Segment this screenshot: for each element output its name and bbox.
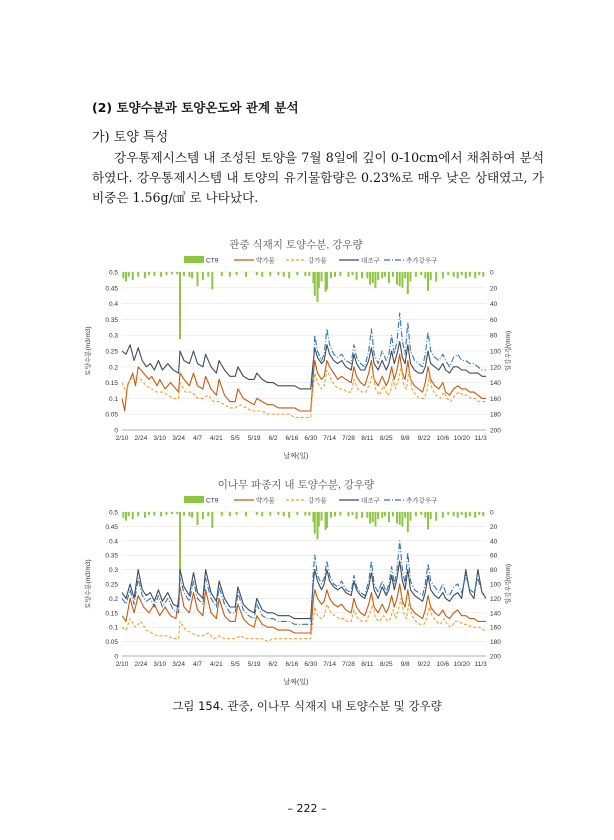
x-tick-label: 7/14 <box>323 661 336 668</box>
rain-bar <box>183 512 185 516</box>
rain-bar <box>453 512 455 516</box>
rain-bar <box>388 512 390 522</box>
rain-bar <box>465 272 467 278</box>
y-tick-label: 0.5 <box>108 509 118 517</box>
x-tick-label: 2/10 <box>115 661 129 668</box>
rain-bar <box>165 512 167 515</box>
rain-bar <box>392 272 394 277</box>
rain-bar <box>256 272 258 275</box>
rain-bar <box>407 272 409 294</box>
y2-tick-label: 80 <box>490 567 498 575</box>
y2-tick-label: 20 <box>490 285 498 293</box>
y2-tick-label: 40 <box>490 538 498 546</box>
rain-bar <box>245 512 247 516</box>
y2-tick-label: 140 <box>490 380 501 388</box>
rain-bar <box>469 272 471 277</box>
rain-bar <box>176 512 178 514</box>
rain-bar <box>430 272 432 280</box>
rain-bar <box>369 272 371 285</box>
rain-bar <box>401 512 403 526</box>
rain-bar <box>236 272 238 275</box>
chart-title: 이나무 파종지 내 토양수분, 강우량 <box>217 479 375 491</box>
y-tick-label: 0.5 <box>108 269 118 277</box>
rain-bar <box>308 512 310 516</box>
legend-label-1: 약가뭄 <box>256 497 275 505</box>
rain-bar <box>321 512 323 521</box>
x-tick-label: 3/24 <box>172 435 185 442</box>
y2-tick-label: 180 <box>490 411 501 419</box>
x-tick-label: 8/11 <box>361 661 374 668</box>
rain-bar <box>457 272 459 278</box>
rain-bar <box>424 512 426 518</box>
x-tick-label: 8/25 <box>379 435 393 442</box>
rain-bar <box>401 272 403 288</box>
y-tick-label: 0.3 <box>108 567 118 575</box>
rain-bar <box>352 512 354 515</box>
rain-bar <box>137 512 139 516</box>
y2-axis-title: 일강우량(mm) <box>505 563 512 605</box>
x-tick-label: 7/28 <box>342 435 355 442</box>
rain-bar <box>236 512 238 515</box>
rain-bar <box>269 512 271 516</box>
rain-bar <box>396 512 398 524</box>
rain-bar <box>339 272 341 276</box>
x-tick-label: 7/14 <box>323 435 336 442</box>
rain-bar <box>334 512 336 516</box>
body-paragraph: 강우통제시스템 내 조성된 토양을 7월 8일에 깊이 0-10cm에서 채취하여 분석하였다. 강우통제시스템 내 토양의 유기물함량은 0.23%로 매우 낮은 상태였고, 가비중은 1.56g/㎤ 로 나타났다. <box>92 150 544 205</box>
x-tick-label: 2/24 <box>134 435 148 442</box>
y2-tick-label: 20 <box>490 523 498 531</box>
rain-bar <box>447 512 449 515</box>
y2-tick-label: 0 <box>490 509 494 517</box>
x-tick-label: 6/2 <box>268 661 278 668</box>
x-tick-label: 7/28 <box>342 661 355 668</box>
y-tick-label: 0.1 <box>108 395 118 403</box>
rain-bar <box>361 512 363 518</box>
rain-bar <box>415 272 417 277</box>
y2-tick-label: 140 <box>490 610 501 618</box>
rain-bar <box>396 272 398 285</box>
x-tick-label: 3/10 <box>153 661 167 668</box>
x-tick-label: 9/22 <box>417 661 431 668</box>
x-tick-label: 2/24 <box>134 661 148 668</box>
rain-bar <box>377 272 379 280</box>
rain-bar <box>407 512 409 532</box>
x-tick-label: 5/5 <box>230 661 240 668</box>
rain-bar <box>128 512 130 516</box>
rain-bar <box>153 272 155 276</box>
rain-bar <box>384 512 386 516</box>
rain-bar <box>369 512 371 524</box>
x-axis-title: 날짜(일) <box>283 453 309 460</box>
chart-inamu-soil-moisture <box>76 474 516 694</box>
rain-bar <box>288 272 290 278</box>
rain-bar <box>277 272 279 275</box>
rain-bar <box>442 272 444 278</box>
rain-bar <box>347 272 349 277</box>
series-line-2 <box>122 367 486 418</box>
rain-bar <box>202 512 204 519</box>
rain-bar <box>447 272 449 275</box>
y2-tick-label: 160 <box>490 395 501 403</box>
y2-tick-label: 80 <box>490 332 498 340</box>
rain-bar <box>356 512 358 519</box>
rain-bar <box>144 512 146 518</box>
rain-bar <box>420 272 422 275</box>
rain-bar <box>165 272 167 275</box>
rain-bar <box>361 272 363 278</box>
rain-bar <box>191 512 193 518</box>
legend-label-3: 대조구 <box>361 257 380 265</box>
rain-bar <box>229 272 231 277</box>
rain-bar <box>339 512 341 516</box>
x-tick-label: 9/8 <box>400 435 410 442</box>
x-tick-label: 6/16 <box>285 661 299 668</box>
y-tick-label: 0.2 <box>108 364 118 372</box>
legend-label-1: 약가뭄 <box>256 257 275 265</box>
rain-bar <box>427 272 429 291</box>
y2-tick-label: 60 <box>490 316 498 324</box>
rain-bar <box>221 512 223 516</box>
rain-bar <box>288 512 290 518</box>
rain-bar <box>188 512 190 516</box>
rain-bar <box>330 272 332 278</box>
x-tick-label: 3/24 <box>172 661 185 668</box>
rain-bar <box>326 512 328 528</box>
x-tick-label: 4/7 <box>192 661 203 668</box>
section-heading: (2) 토양수분과 토양온도와 관계 분석 <box>92 100 299 115</box>
y2-tick-label: 0 <box>490 269 494 277</box>
rain-bar <box>321 272 323 281</box>
legend-label-0: CT9 <box>206 257 219 265</box>
rain-bar <box>221 272 223 276</box>
rain-bar <box>304 272 306 276</box>
rain-bar <box>404 272 406 278</box>
rain-bar <box>261 272 263 277</box>
y-tick-label: 0.45 <box>105 523 118 531</box>
rain-bar <box>160 272 162 277</box>
y-tick-label: 0.25 <box>105 581 118 589</box>
rain-bar <box>179 512 181 573</box>
y-tick-label: 0 <box>114 427 118 435</box>
rain-bar <box>461 512 463 515</box>
rain-bar <box>478 272 480 275</box>
figure-caption: 그림 154. 관중, 이나무 식재지 내 토양수분 및 강우량 <box>172 699 442 713</box>
rain-bar <box>314 272 316 296</box>
x-tick-label: 11/3 <box>474 435 487 442</box>
series-line-2 <box>122 598 486 641</box>
rain-bar <box>430 512 432 519</box>
rain-bar <box>122 272 124 278</box>
legend-swatch-0 <box>184 496 204 503</box>
y2-axis-title: 일강우량(mm) <box>505 330 512 372</box>
rain-bar <box>256 512 258 515</box>
x-tick-label: 8/11 <box>361 435 374 442</box>
x-tick-label: 9/8 <box>400 661 410 668</box>
legend-label-0: CT9 <box>206 497 219 505</box>
rain-bar <box>420 512 422 515</box>
rain-bar <box>469 512 471 516</box>
rain-bar <box>377 512 379 519</box>
x-tick-label: 3/10 <box>153 435 167 442</box>
x-tick-label: 10/6 <box>436 661 450 668</box>
rain-bar <box>229 512 231 516</box>
rain-bar <box>132 272 134 280</box>
legend-swatch-0 <box>184 256 204 263</box>
rain-bar <box>125 272 127 281</box>
y-tick-label: 0.15 <box>105 380 118 388</box>
rain-bar <box>148 272 150 275</box>
rain-bar <box>211 512 213 528</box>
rain-bar <box>153 512 155 516</box>
rain-bar <box>453 272 455 277</box>
rain-bar <box>245 272 247 277</box>
y2-tick-label: 200 <box>490 653 501 661</box>
rain-bar <box>283 272 285 277</box>
rain-bar <box>482 512 484 516</box>
rain-bar <box>356 272 358 280</box>
rain-bar <box>334 272 336 277</box>
y2-tick-label: 120 <box>490 595 501 603</box>
rain-bar <box>410 512 412 521</box>
x-tick-label: 11/3 <box>474 661 487 668</box>
rain-bar <box>318 512 320 526</box>
rain-bar <box>160 512 162 516</box>
rain-bar <box>381 512 383 518</box>
legend-label-4: 추가강우구 <box>406 257 438 265</box>
rain-bar <box>330 512 332 518</box>
rain-bar <box>171 512 173 514</box>
x-tick-label: 2/10 <box>115 435 129 442</box>
rain-bar <box>132 512 134 519</box>
rain-bar <box>296 272 298 275</box>
y-tick-label: 0.2 <box>108 595 118 603</box>
rain-bar <box>314 512 316 534</box>
rain-bar <box>261 512 263 516</box>
x-tick-label: 4/21 <box>210 435 223 442</box>
rain-bar <box>374 512 376 526</box>
rain-bar <box>171 272 173 274</box>
y-tick-label: 0.05 <box>105 639 118 647</box>
rain-bar <box>457 512 459 518</box>
rain-bar <box>427 512 429 529</box>
rain-bar <box>207 512 209 516</box>
rain-bar <box>372 272 374 283</box>
rain-bar <box>435 272 437 281</box>
x-tick-label: 6/30 <box>304 435 318 442</box>
rain-bar <box>308 272 310 276</box>
y2-tick-label: 200 <box>490 427 501 435</box>
rain-bar <box>388 272 390 283</box>
rain-bar <box>435 512 437 521</box>
y-tick-label: 0.35 <box>105 316 118 324</box>
rain-bar <box>191 272 193 278</box>
rain-bar <box>196 272 198 286</box>
rain-bar <box>283 512 285 516</box>
rain-bar <box>374 272 376 288</box>
rain-bar <box>424 272 426 278</box>
rain-bar <box>474 512 476 518</box>
y2-tick-label: 100 <box>490 581 501 589</box>
rain-bar <box>144 272 146 278</box>
chart-gwanjung-soil-moisture <box>76 234 516 468</box>
rain-bar <box>474 272 476 278</box>
rain-bar <box>183 272 185 276</box>
rain-bar <box>202 272 204 280</box>
rain-bar <box>137 272 139 277</box>
rain-bar <box>277 512 279 515</box>
rain-bar <box>366 512 368 518</box>
rain-bar <box>211 272 213 289</box>
y2-tick-label: 100 <box>490 348 501 356</box>
rain-bar <box>128 272 130 277</box>
x-tick-label: 8/25 <box>379 661 393 668</box>
rain-bar <box>404 512 406 518</box>
y-tick-label: 0.25 <box>105 348 118 356</box>
x-tick-label: 10/6 <box>436 435 450 442</box>
rain-bar <box>125 512 127 521</box>
rain-bar <box>381 272 383 278</box>
rain-bar <box>399 512 401 525</box>
y-tick-label: 0 <box>114 653 118 661</box>
x-tick-label: 5/5 <box>230 435 240 442</box>
rain-bar <box>415 512 417 516</box>
x-tick-label: 10/20 <box>453 661 470 668</box>
rain-bar <box>482 272 484 277</box>
sub-heading: 가) 토양 특성 <box>92 130 169 145</box>
rain-bar <box>372 512 374 522</box>
y2-tick-label: 60 <box>490 552 498 560</box>
rain-bar <box>392 512 394 516</box>
rain-bar <box>318 272 320 288</box>
rain-bar <box>352 272 354 275</box>
rain-bar <box>188 272 190 277</box>
rain-bar <box>326 272 328 289</box>
y2-tick-label: 40 <box>490 301 498 309</box>
legend-label-2: 강가뭄 <box>308 257 327 265</box>
rain-bar <box>269 272 271 276</box>
page-number: – 222 – <box>287 802 327 815</box>
rain-bar <box>399 272 401 286</box>
y-axis-title: 토양수분(m3/m3) <box>85 326 92 376</box>
y2-tick-label: 180 <box>490 639 501 647</box>
rain-bar <box>366 272 368 278</box>
y2-tick-label: 160 <box>490 624 501 632</box>
rain-bar <box>296 512 298 515</box>
rain-bar <box>148 512 150 515</box>
rain-bar <box>384 272 386 277</box>
legend-label-4: 추가강우구 <box>406 497 438 505</box>
rain-bar <box>347 512 349 516</box>
chart-title: 관중 식재지 토양수분, 강우량 <box>229 239 363 251</box>
rain-bar <box>207 272 209 277</box>
rain-bar <box>176 272 178 274</box>
rain-bar <box>196 512 198 525</box>
legend-label-2: 강가뭄 <box>308 497 327 505</box>
rain-bar <box>465 512 467 518</box>
x-tick-label: 10/20 <box>453 435 470 442</box>
y-tick-label: 0.4 <box>108 301 118 309</box>
x-tick-label: 9/22 <box>417 435 431 442</box>
x-tick-label: 6/2 <box>268 435 278 442</box>
y-tick-label: 0.15 <box>105 610 118 618</box>
x-tick-label: 5/19 <box>247 661 261 668</box>
y2-tick-label: 120 <box>490 364 501 372</box>
x-tick-label: 4/21 <box>210 661 223 668</box>
y-tick-label: 0.4 <box>108 538 118 546</box>
x-axis-title: 날짜(일) <box>283 679 309 686</box>
x-tick-label: 6/30 <box>304 661 318 668</box>
rain-bar <box>122 512 124 518</box>
y-tick-label: 0.45 <box>105 285 118 293</box>
y-tick-label: 0.35 <box>105 552 118 560</box>
rain-bar <box>461 272 463 275</box>
series-line-3 <box>122 342 486 389</box>
x-tick-label: 5/19 <box>247 435 261 442</box>
legend-label-3: 대조구 <box>361 497 380 505</box>
rain-bar <box>478 512 480 515</box>
y-tick-label: 0.3 <box>108 332 118 340</box>
rain-bar <box>179 272 181 339</box>
rain-bar <box>410 272 412 281</box>
y-axis-title: 토양수분(m3/m3) <box>85 559 92 609</box>
rain-bar <box>442 512 444 518</box>
x-tick-label: 6/16 <box>285 435 299 442</box>
x-tick-label: 4/7 <box>192 435 203 442</box>
y-tick-label: 0.05 <box>105 411 118 419</box>
rain-bar <box>304 512 306 516</box>
y-tick-label: 0.1 <box>108 624 118 632</box>
